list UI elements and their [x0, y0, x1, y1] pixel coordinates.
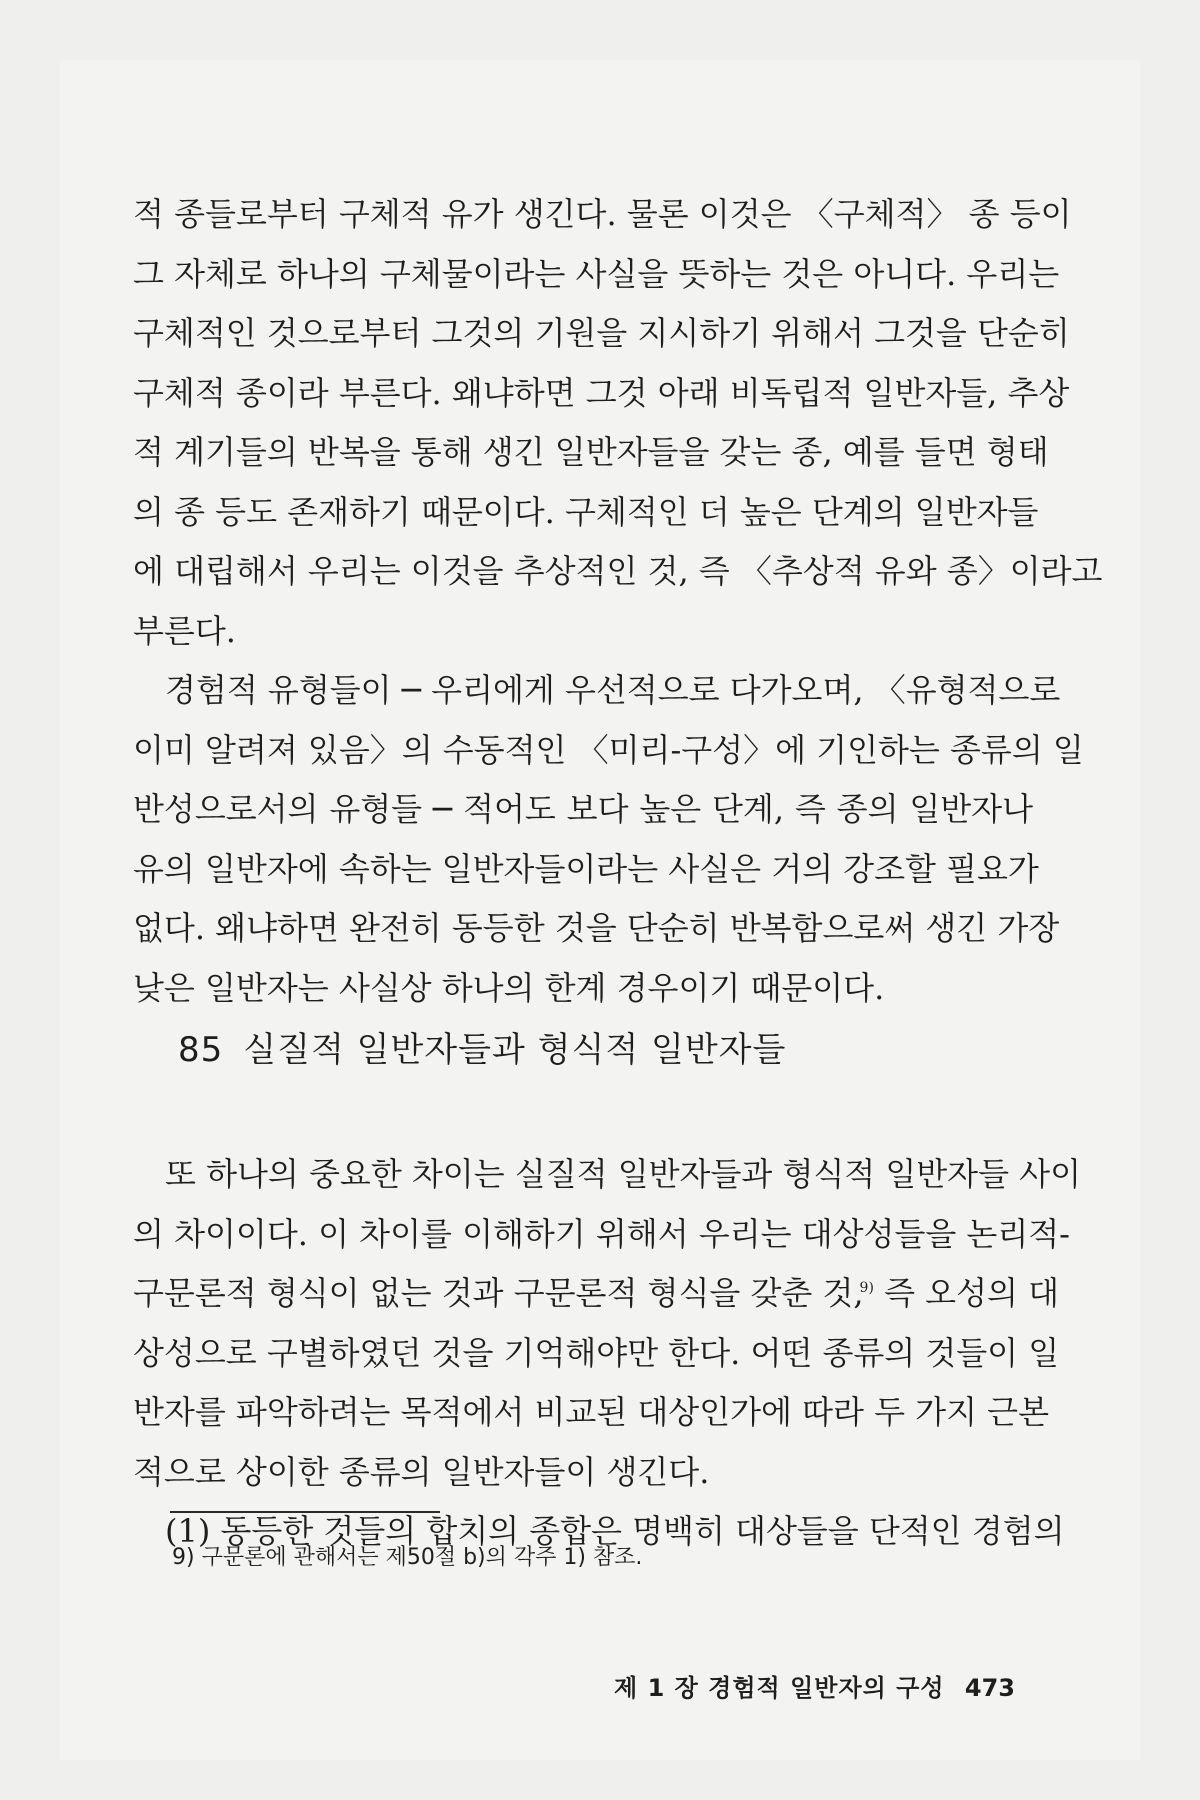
text-line: 구체적 종이라 부른다. 왜냐하면 그것 아래 비독립적 일반자들, 추상 — [133, 373, 1070, 412]
section-number: 85 — [178, 1030, 224, 1070]
text-line: 구체적인 것으로부터 그것의 기원을 지시하기 위해서 그것을 단순히 — [133, 314, 1070, 352]
text-line: 경험적 유형들이 ─ 우리에게 우선적으로 다가오며, 〈유형적으로 — [165, 671, 1061, 709]
text-line: 낮은 일반자는 사실상 하나의 한계 경우이기 때문이다. — [133, 968, 885, 1007]
page-number: 473 — [964, 1674, 1015, 1702]
text-line: 적 종들로부터 구체적 유가 생긴다. 물론 이것은 〈구체적〉 종 등이 — [133, 195, 1072, 233]
text-line: 반성으로서의 유형들 ─ 적어도 보다 높은 단계, 즉 종의 일반자나 — [133, 790, 1033, 828]
text-line: 부른다. — [133, 611, 236, 650]
body-text-top — [133, 185, 1103, 1018]
footer-chapter-title: 제 1 장 경험적 일반자의 구성 — [614, 1674, 945, 1702]
text-line: 적으로 상이한 종류의 일반자들이 생긴다. — [133, 1452, 710, 1491]
text-line: 에 대립해서 우리는 이것을 추상적인 것, 즉 〈추상적 유와 종〉이라고 — [133, 552, 1103, 590]
text-line: (1) 동등한 것들의 합치의 종합은 명백히 대상들을 단적인 경험의 — [165, 1512, 1065, 1550]
section-heading — [178, 1022, 786, 1071]
footnote-reference[interactable]: 9) — [859, 1280, 874, 1297]
text-line: 없다. 왜냐하면 완전히 동등한 것을 단순히 반복함으로써 생긴 가장 — [133, 909, 1060, 947]
running-footer — [614, 1668, 1015, 1703]
text-line: 상성으로 구별하였던 것을 기억해야만 한다. 어떤 종류의 것들이 일 — [133, 1333, 1060, 1372]
text-line: 유의 일반자에 속하는 일반자들이라는 사실은 거의 강조할 필요가 — [133, 849, 1039, 888]
text-line: 반자를 파악하려는 목적에서 비교된 대상인가에 따라 두 가지 근본 — [133, 1393, 1050, 1431]
body-text-bottom — [133, 1145, 1082, 1562]
text-segment: 구문론적 형식이 없는 것과 구문론적 형식을 갖춘 것, — [133, 1274, 864, 1312]
text-segment: 즉 오성의 대 — [873, 1274, 1059, 1312]
text-line: 의 차이이다. 이 차이를 이해하기 위해서 우리는 대상성들을 논리적- — [133, 1214, 1070, 1253]
text-line: 의 종 등도 존재하기 때문이다. 구체적인 더 높은 단계의 일반자들 — [133, 492, 1039, 531]
text-line: 또 하나의 중요한 차이는 실질적 일반자들과 형식적 일반자들 사이 — [165, 1155, 1082, 1193]
text-line: 그 자체로 하나의 구체물이라는 사실을 뜻하는 것은 아니다. 우리는 — [133, 254, 1060, 293]
text-line: 적 계기들의 반복을 통해 생긴 일반자들을 갖는 종, 예를 들면 형태 — [133, 433, 1049, 471]
text-line: 이미 알려져 있음〉의 수동적인 〈미리-구성〉에 기인하는 종류의 일 — [133, 730, 1084, 769]
section-title: 실질적 일반자들과 형식적 일반자들 — [243, 1030, 787, 1070]
footnote-divider — [170, 1511, 440, 1513]
footnote: 9) 구문론에 관해서는 제50절 b)의 각주 1) 참조. — [172, 1545, 643, 1570]
text-line-with-footnote — [133, 1264, 1059, 1324]
